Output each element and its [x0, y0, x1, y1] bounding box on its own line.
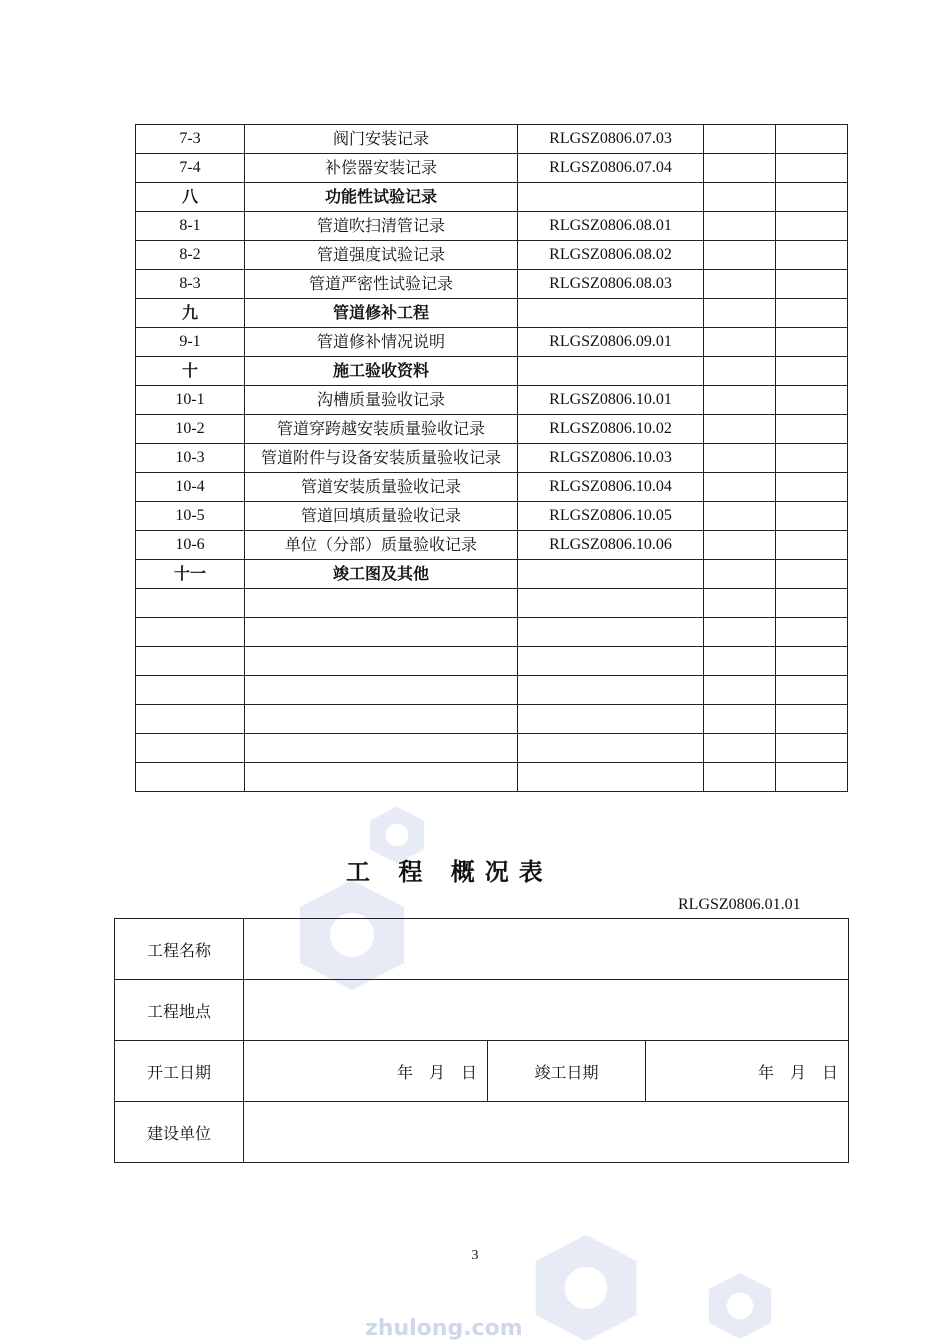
table-row	[136, 676, 848, 705]
row-number	[136, 647, 245, 676]
row-code: RLGSZ0806.08.02	[518, 241, 704, 270]
row-name	[245, 618, 518, 647]
row-number	[136, 734, 245, 763]
row-extra-1	[704, 415, 776, 444]
row-number: 7-4	[136, 154, 245, 183]
row-extra-1	[704, 241, 776, 270]
row-number: 10-3	[136, 444, 245, 473]
row-number	[136, 676, 245, 705]
row-code	[518, 763, 704, 792]
project-name-row	[115, 919, 849, 980]
row-extra-1	[704, 444, 776, 473]
row-name: 管道强度试验记录	[245, 241, 518, 270]
row-extra-1	[704, 154, 776, 183]
table-row	[136, 734, 848, 763]
row-name	[245, 705, 518, 734]
row-extra-2	[776, 299, 848, 328]
row-code: RLGSZ0806.09.01	[518, 328, 704, 357]
row-extra-2	[776, 444, 848, 473]
row-code: RLGSZ0806.10.03	[518, 444, 704, 473]
table-row	[136, 415, 848, 444]
row-extra-1	[704, 647, 776, 676]
table-row	[136, 444, 848, 473]
row-name: 管道吹扫清管记录	[245, 212, 518, 241]
row-extra-1	[704, 618, 776, 647]
start-date-field[interactable]: 年 月 日	[244, 1041, 488, 1102]
table-row	[136, 125, 848, 154]
project-name-field[interactable]	[244, 919, 849, 980]
row-number: 10-5	[136, 502, 245, 531]
watermark-snowflake-icon	[704, 1272, 776, 1340]
row-number: 8-2	[136, 241, 245, 270]
row-name: 管道回填质量验收记录	[245, 502, 518, 531]
row-extra-1	[704, 183, 776, 212]
row-extra-1	[704, 589, 776, 618]
row-name: 管道安装质量验收记录	[245, 473, 518, 502]
document-index-table	[135, 124, 848, 792]
row-extra-2	[776, 589, 848, 618]
row-code: RLGSZ0806.10.05	[518, 502, 704, 531]
row-name: 单位（分部）质量验收记录	[245, 531, 518, 560]
row-extra-1	[704, 473, 776, 502]
dates-row	[115, 1041, 849, 1102]
row-extra-2	[776, 183, 848, 212]
table-row	[136, 531, 848, 560]
row-number	[136, 705, 245, 734]
row-code	[518, 705, 704, 734]
row-number: 10-4	[136, 473, 245, 502]
form-title: 工 程 概况表	[346, 858, 553, 886]
row-number	[136, 589, 245, 618]
row-code	[518, 647, 704, 676]
row-name: 管道修补工程	[245, 299, 518, 328]
row-number: 八	[136, 183, 245, 212]
row-extra-2	[776, 734, 848, 763]
construction-unit-label: 建设单位	[115, 1102, 244, 1163]
construction-unit-row	[115, 1102, 849, 1163]
row-extra-1	[704, 386, 776, 415]
row-extra-1	[704, 531, 776, 560]
row-name: 功能性试验记录	[245, 183, 518, 212]
row-code: RLGSZ0806.10.02	[518, 415, 704, 444]
row-number: 九	[136, 299, 245, 328]
row-extra-2	[776, 154, 848, 183]
row-code: RLGSZ0806.07.03	[518, 125, 704, 154]
row-name	[245, 763, 518, 792]
project-location-field[interactable]	[244, 980, 849, 1041]
row-code	[518, 299, 704, 328]
table-row	[136, 328, 848, 357]
table-row	[136, 473, 848, 502]
row-name	[245, 647, 518, 676]
row-extra-2	[776, 560, 848, 589]
table-row	[136, 154, 848, 183]
table-row	[136, 241, 848, 270]
table-row	[136, 299, 848, 328]
row-code: RLGSZ0806.08.03	[518, 270, 704, 299]
row-code	[518, 618, 704, 647]
row-code	[518, 183, 704, 212]
table-row	[136, 357, 848, 386]
construction-unit-field[interactable]	[244, 1102, 849, 1163]
row-name: 管道修补情况说明	[245, 328, 518, 357]
row-extra-1	[704, 357, 776, 386]
row-extra-1	[704, 212, 776, 241]
row-number: 10-2	[136, 415, 245, 444]
row-number: 9-1	[136, 328, 245, 357]
project-location-row	[115, 980, 849, 1041]
table-row	[136, 270, 848, 299]
row-extra-1	[704, 705, 776, 734]
table-row	[136, 589, 848, 618]
completion-date-field[interactable]: 年 月 日	[646, 1041, 849, 1102]
row-extra-2	[776, 386, 848, 415]
row-extra-2	[776, 705, 848, 734]
completion-date-label: 竣工日期	[488, 1041, 646, 1102]
row-extra-1	[704, 676, 776, 705]
row-extra-2	[776, 212, 848, 241]
row-code: RLGSZ0806.10.06	[518, 531, 704, 560]
row-name	[245, 589, 518, 618]
table-row	[136, 502, 848, 531]
row-extra-2	[776, 676, 848, 705]
row-extra-2	[776, 473, 848, 502]
row-extra-2	[776, 241, 848, 270]
row-extra-2	[776, 415, 848, 444]
row-name: 管道严密性试验记录	[245, 270, 518, 299]
row-extra-2	[776, 502, 848, 531]
form-code: RLGSZ0806.01.01	[678, 896, 801, 913]
row-name: 施工验收资料	[245, 357, 518, 386]
table-row	[136, 647, 848, 676]
project-name-label: 工程名称	[115, 919, 244, 980]
table-row	[136, 618, 848, 647]
row-code	[518, 734, 704, 763]
table-row	[136, 560, 848, 589]
table-row	[136, 386, 848, 415]
row-name	[245, 676, 518, 705]
row-name	[245, 734, 518, 763]
row-extra-2	[776, 647, 848, 676]
row-number: 7-3	[136, 125, 245, 154]
index-table-body	[136, 125, 848, 792]
row-code	[518, 676, 704, 705]
row-number: 十一	[136, 560, 245, 589]
row-extra-2	[776, 763, 848, 792]
row-extra-2	[776, 618, 848, 647]
row-extra-1	[704, 763, 776, 792]
row-extra-1	[704, 560, 776, 589]
row-extra-1	[704, 299, 776, 328]
start-date-label: 开工日期	[115, 1041, 244, 1102]
row-extra-1	[704, 734, 776, 763]
row-name: 竣工图及其他	[245, 560, 518, 589]
row-number: 8-1	[136, 212, 245, 241]
watermark-text: zhulong.com	[365, 1316, 523, 1341]
row-code	[518, 357, 704, 386]
row-extra-2	[776, 531, 848, 560]
row-code: RLGSZ0806.08.01	[518, 212, 704, 241]
row-code	[518, 560, 704, 589]
row-number: 10-1	[136, 386, 245, 415]
row-number	[136, 763, 245, 792]
row-extra-1	[704, 502, 776, 531]
table-row	[136, 212, 848, 241]
row-extra-1	[704, 328, 776, 357]
project-location-label: 工程地点	[115, 980, 244, 1041]
row-code: RLGSZ0806.07.04	[518, 154, 704, 183]
row-extra-2	[776, 357, 848, 386]
project-summary-table	[114, 918, 849, 1163]
row-name: 补偿器安装记录	[245, 154, 518, 183]
row-name: 管道附件与设备安装质量验收记录	[245, 444, 518, 473]
row-extra-2	[776, 328, 848, 357]
row-code	[518, 589, 704, 618]
row-extra-1	[704, 125, 776, 154]
row-extra-2	[776, 270, 848, 299]
row-number: 8-3	[136, 270, 245, 299]
page-number: 3	[471, 1248, 479, 1263]
row-extra-2	[776, 125, 848, 154]
table-row	[136, 763, 848, 792]
row-name: 管道穿跨越安装质量验收记录	[245, 415, 518, 444]
row-name: 沟槽质量验收记录	[245, 386, 518, 415]
row-code: RLGSZ0806.10.04	[518, 473, 704, 502]
row-name: 阀门安装记录	[245, 125, 518, 154]
table-row	[136, 705, 848, 734]
row-extra-1	[704, 270, 776, 299]
row-number: 十	[136, 357, 245, 386]
row-number: 10-6	[136, 531, 245, 560]
row-number	[136, 618, 245, 647]
row-code: RLGSZ0806.10.01	[518, 386, 704, 415]
table-row	[136, 183, 848, 212]
